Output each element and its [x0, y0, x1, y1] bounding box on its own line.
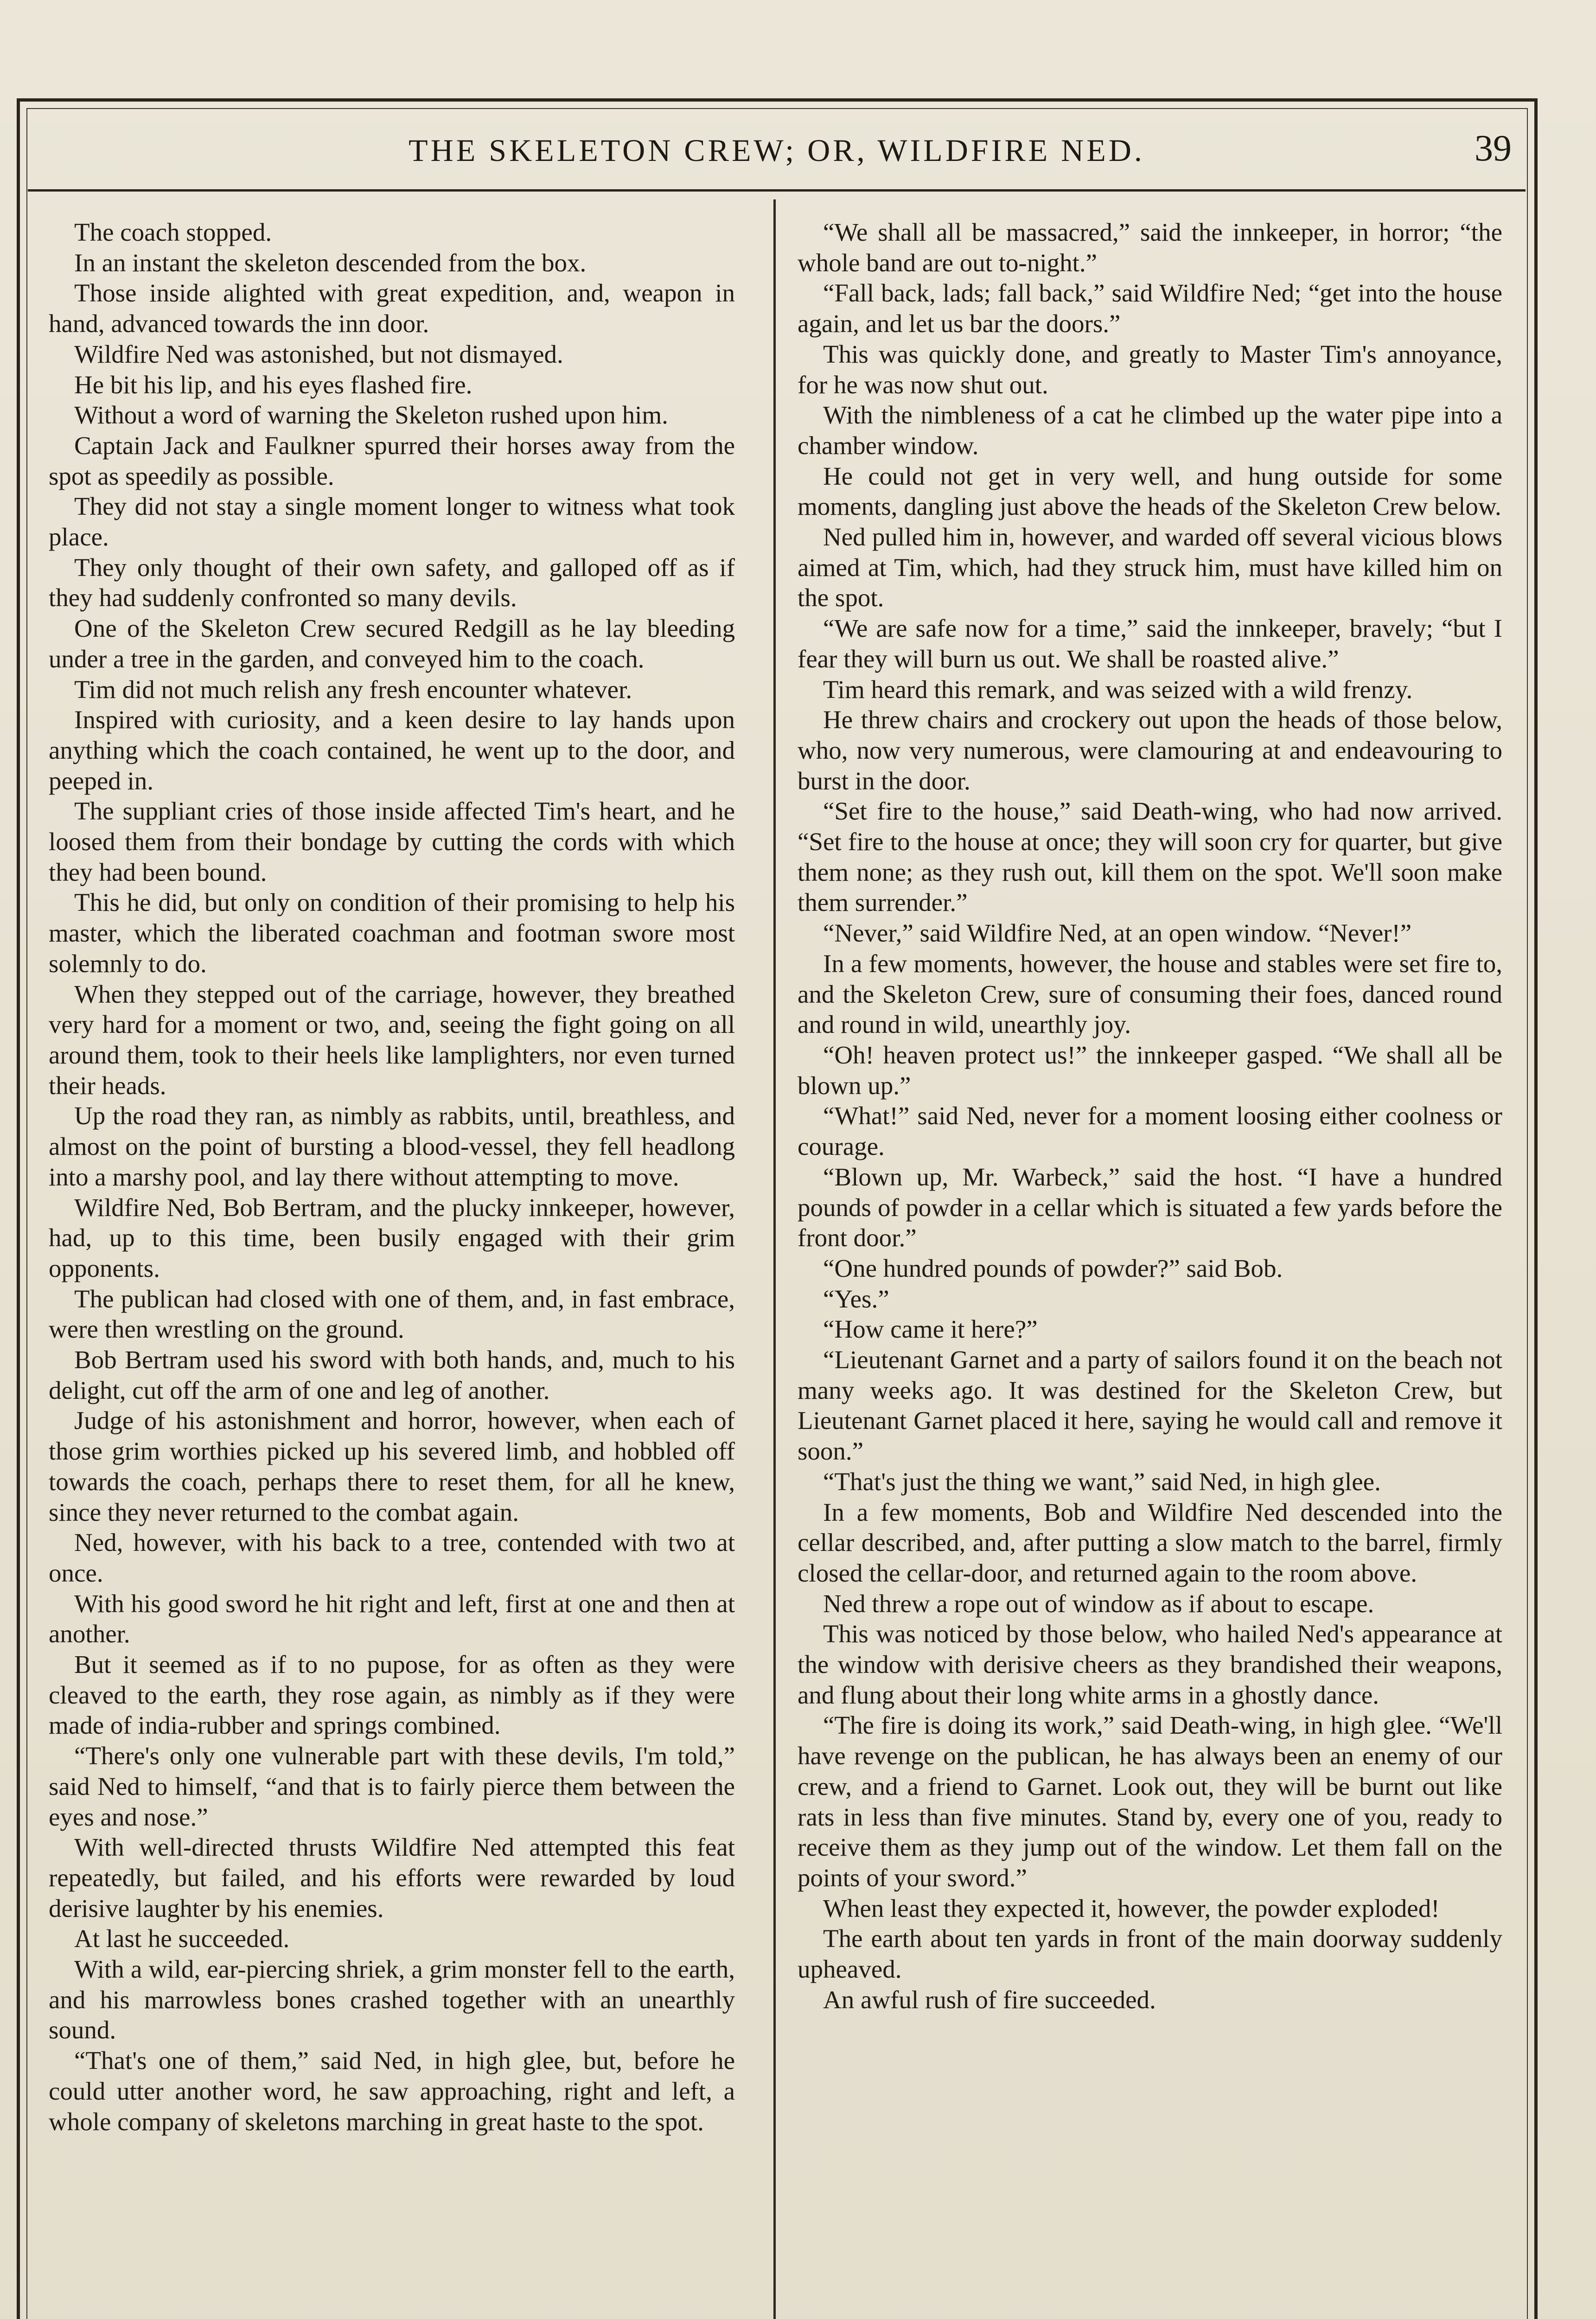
paragraph: With the nimbleness of a cat he climbed up the water pipe into a chamber window. [798, 401, 1502, 460]
paragraph: The earth about ten yards in front of the main doorway suddenly upheaved. [798, 1924, 1502, 1984]
paragraph: Ned, however, with his back to a tree, contended with two at once. [49, 1528, 735, 1587]
paragraph: Up the road they ran, as nimbly as rabbits, until, breathless, and almost on the point of bursting a blood-vessel, they fell headlong into a marshy pool, and lay there without attempting to move. [49, 1102, 735, 1191]
paragraph: They did not stay a single moment longer to witness what took place. [49, 492, 735, 551]
paragraph: Without a word of warning the Skeleton rushed upon him. [74, 401, 668, 429]
paragraph: In a few moments, however, the house and stables were set fire to, and the Skeleton Crew, sure of consuming their foes, danced round and round in wild, unearthly joy. [798, 949, 1502, 1039]
paragraph: With a wild, ear-piercing shriek, a grim monster fell to the earth, and his marrowless bones crashed together with an unearthly sound. [49, 1955, 735, 2044]
paragraph: Ned threw a rope out of window as if about to escape. [823, 1589, 1374, 1618]
paragraph: “We are safe now for a time,” said the innkeeper, bravely; “but I fear they will burn us out. We shall be roasted alive.” [798, 614, 1502, 673]
paragraph: Captain Jack and Faulkner spurred their horses away from the spot as speedily as possible. [49, 431, 735, 490]
paragraph: Ned pulled him in, however, and warded off several vicious blows aimed at Tim, which, had they struck him, must have killed him on the spot. [798, 523, 1502, 612]
right-column [798, 217, 1502, 2015]
paragraph: “We shall all be massacred,” said the innkeeper, in horror; “the whole band are out to-night.” [798, 218, 1502, 277]
paragraph: “What!” said Ned, never for a moment loosing either coolness or courage. [798, 1102, 1502, 1161]
paragraph: Tim did not much relish any fresh encounter whatever. [74, 675, 632, 704]
paragraph: “One hundred pounds of powder?” said Bob. [823, 1254, 1283, 1282]
paragraph: “There's only one vulnerable part with these devils, I'm told,” said Ned to himself, “and that is to fairly pierce them between the eyes and nose.” [49, 1742, 735, 1831]
paragraph: With his good sword he hit right and left, first at one and then at another. [49, 1589, 735, 1648]
paragraph: This was noticed by those below, who hailed Ned's appearance at the window with derisive cheers as they brandished their weapons, and flung about their long white arms in a ghostly dance. [798, 1620, 1502, 1709]
paragraph: “That's one of them,” said Ned, in high glee, but, before he could utter another word, he saw approaching, right and left, a whole company of skeletons marching in great haste to the spot. [49, 2046, 735, 2136]
left-column [49, 217, 735, 2137]
paragraph: With well-directed thrusts Wildfire Ned attempted this feat repeatedly, but failed, and his efforts were rewarded by loud derisive laughter by his enemies. [49, 1833, 735, 1922]
paragraph: “How came it here?” [823, 1315, 1038, 1344]
paragraph: They only thought of their own safety, and galloped off as if they had suddenly confronted so many devils. [49, 553, 735, 612]
paragraph: One of the Skeleton Crew secured Redgill as he lay bleeding under a tree in the garden, and conveyed him to the coach. [49, 614, 735, 673]
paragraph: Wildfire Ned was astonished, but not dismayed. [74, 340, 563, 368]
paragraph: “Yes.” [823, 1284, 889, 1313]
running-title: THE SKELETON CREW; OR, WILDFIRE NED. [409, 133, 1145, 168]
paragraph: But it seemed as if to no pupose, for as often as they were cleaved to the earth, they rose again, as nimbly as if they were made of india-rubber and springs combined. [49, 1650, 735, 1740]
paragraph: “That's just the thing we want,” said Ned, in high glee. [823, 1467, 1381, 1496]
column-divider [773, 199, 776, 2319]
header-rule [28, 189, 1526, 192]
paragraph: He could not get in very well, and hung outside for some moments, dangling just above the heads of the Skeleton Crew below. [798, 461, 1502, 521]
paragraph: Judge of his astonishment and horror, however, when each of those grim worthies picked up his severed limb, and hobbled off towards the coach, perhaps there to reset them, for all he knew, since they never returned to the combat again. [49, 1406, 735, 1526]
paragraph: The suppliant cries of those inside affected Tim's heart, and he loosed them from their bondage by cutting the cords with which they had been bound. [49, 797, 735, 886]
page-number: 39 [1475, 128, 1512, 169]
paragraph: “Blown up, Mr. Warbeck,” said the host. “I have a hundred pounds of powder in a cellar which is situated a few yards before the front door.” [798, 1162, 1502, 1252]
paragraph: When least they expected it, however, the powder exploded! [823, 1894, 1440, 1922]
page-header [28, 109, 1526, 174]
paragraph: This was quickly done, and greatly to Master Tim's annoyance, for he was now shut out. [798, 340, 1502, 399]
paragraph: The publican had closed with one of them, and, in fast embrace, were then wrestling on the ground. [49, 1284, 735, 1344]
paragraph: Wildfire Ned, Bob Bertram, and the plucky innkeeper, however, had, up to this time, been busily engaged with their grim opponents. [49, 1193, 735, 1282]
paragraph: He threw chairs and crockery out upon the heads of those below, who, now very numerous, were clamouring at and endeavouring to burst in the door. [798, 705, 1502, 795]
paragraph: “Never,” said Wildfire Ned, at an open window. “Never!” [823, 919, 1412, 948]
paragraph: Bob Bertram used his sword with both hands, and, much to his delight, cut off the arm of one and leg of another. [49, 1345, 735, 1404]
paragraph: Inspired with curiosity, and a keen desire to lay hands upon anything which the coach contained, he went up to the door, and peeped in. [49, 705, 735, 795]
paragraph: Those inside alighted with great expedition, and, weapon in hand, advanced towards the inn door. [49, 279, 735, 338]
paragraph: Tim heard this remark, and was seized with a wild frenzy. [823, 675, 1413, 704]
paragraph: “Fall back, lads; fall back,” said Wildfire Ned; “get into the house again, and let us bar the doors.” [798, 279, 1502, 338]
paragraph: The coach stopped. [74, 218, 272, 246]
paragraph: In a few moments, Bob and Wildfire Ned descended into the cellar described, and, after putting a slow match to the barrel, firmly closed the cellar-door, and returned again to the room above. [798, 1498, 1502, 1587]
paragraph: “Lieutenant Garnet and a party of sailors found it on the beach not many weeks ago. It was destined for the Skeleton Crew, but Lieutenant Garnet placed it here, saying he would call and remove it soon.” [798, 1345, 1502, 1466]
paragraph: “The fire is doing its work,” said Death-wing, in high glee. “We'll have revenge on the publican, he has always been an enemy of our crew, and a friend to Garnet. Look out, they will be burnt out like rats in less than five minutes. Stand by, every one of you, ready to receive them as they jump out of the window. Let them fall on the points of your sword.” [798, 1711, 1502, 1892]
paragraph: When they stepped out of the carriage, however, they breathed very hard for a moment or two, and, seeing the fight going on all around them, took to their heels like lamplighters, nor even turned their heads. [49, 980, 735, 1100]
paragraph: He bit his lip, and his eyes flashed fire. [74, 370, 472, 399]
paragraph: An awful rush of fire succeeded. [823, 1985, 1156, 2014]
paragraph: “Oh! heaven protect us!” the innkeeper gasped. “We shall all be blown up.” [798, 1040, 1502, 1100]
paragraph: “Set fire to the house,” said Death-wing, who had now arrived. “Set fire to the house at once; they will soon cry for quarter, but give them none; as they rush out, kill them on the spot. We'll soon make them surrender.” [798, 797, 1502, 917]
paragraph: In an instant the skeleton descended from the box. [74, 248, 587, 277]
paragraph: This he did, but only on condition of their promising to help his master, which the liberated coachman and footman swore most solemnly to do. [49, 888, 735, 978]
paragraph: At last he succeeded. [74, 1924, 290, 1953]
